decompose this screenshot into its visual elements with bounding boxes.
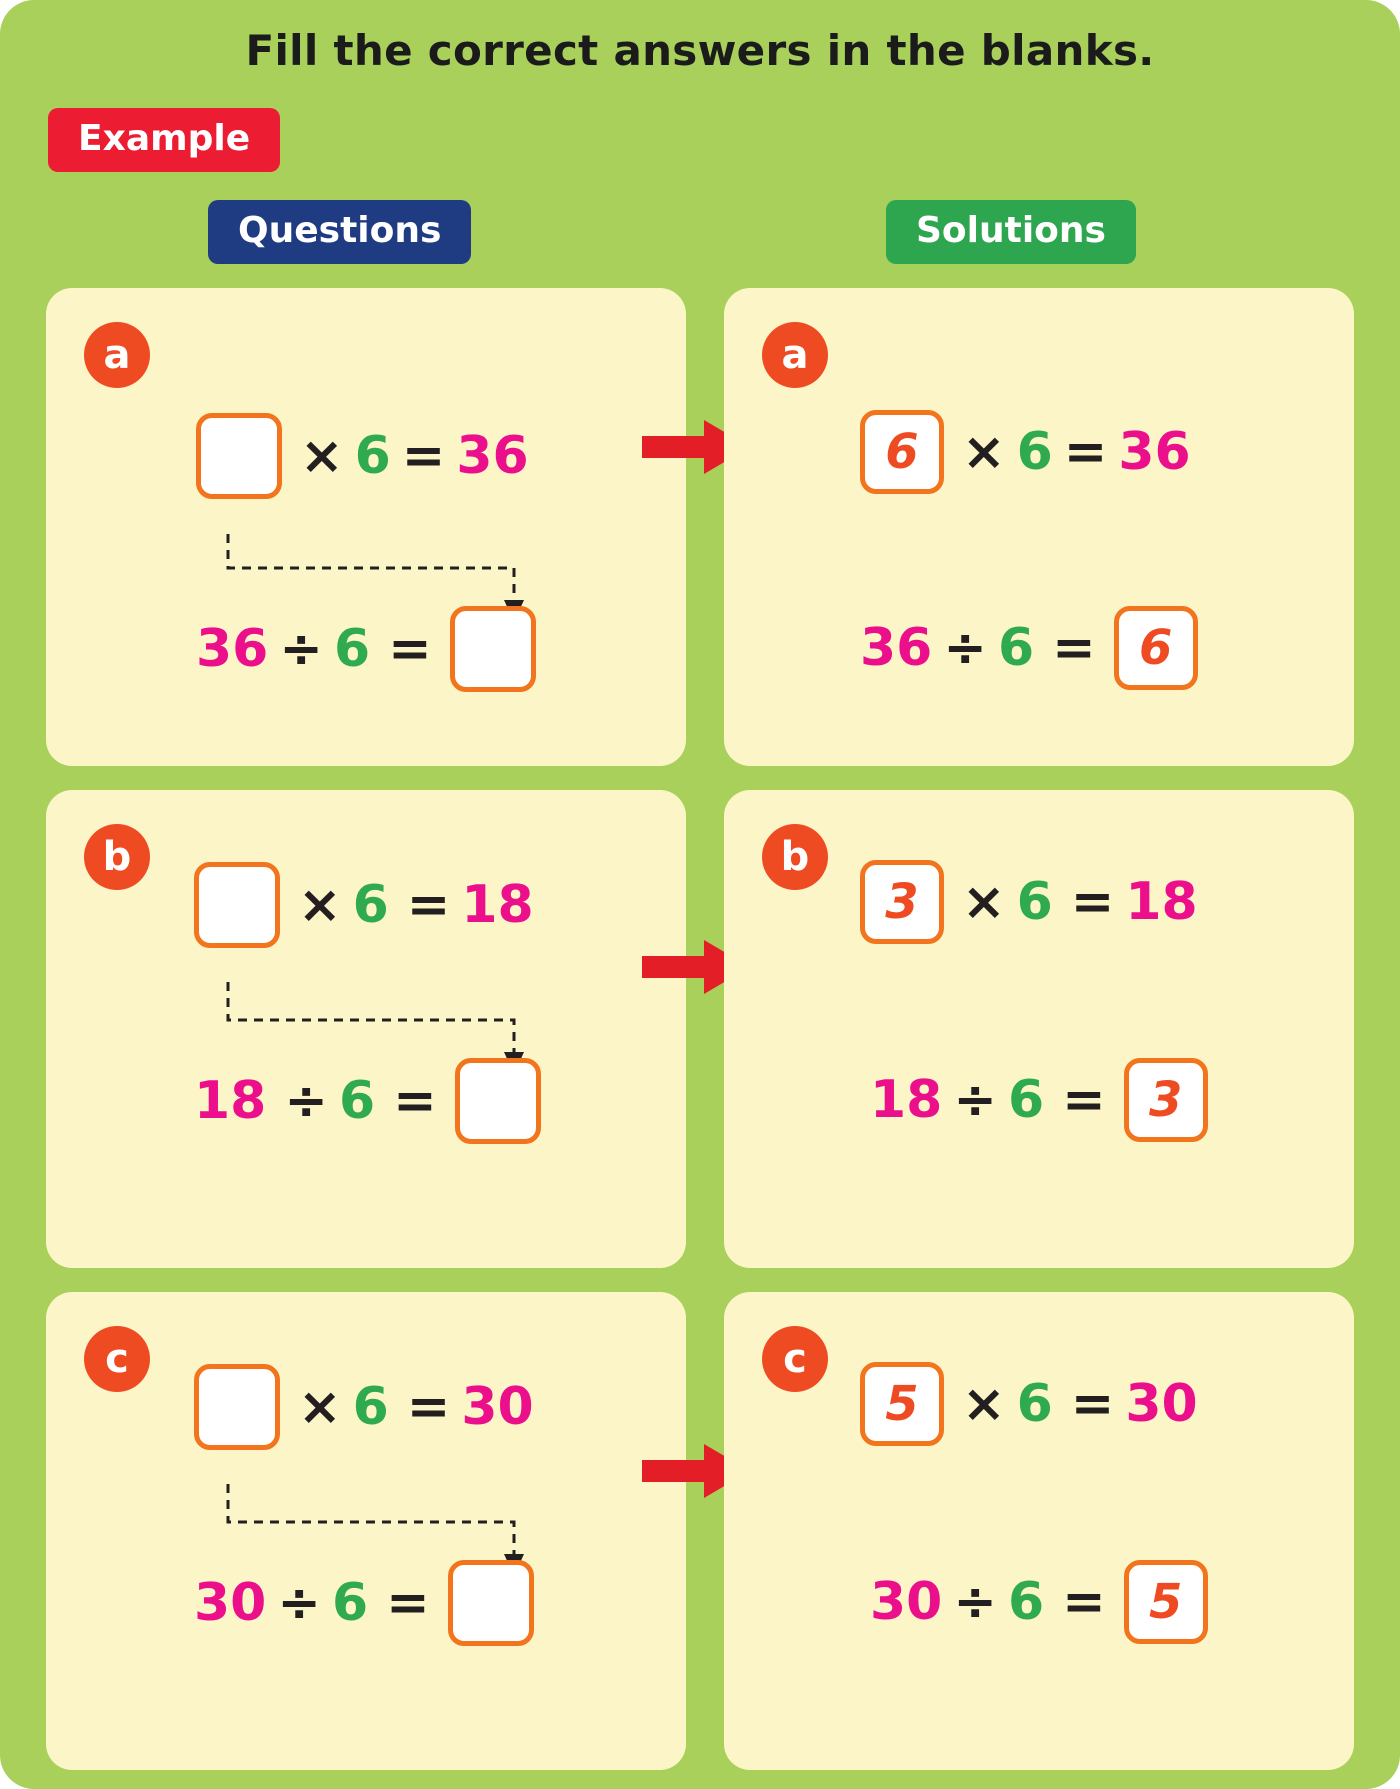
dividend: 36 (860, 618, 933, 678)
answer-box: 6 (1114, 606, 1198, 690)
questions-header: Questions (208, 200, 471, 264)
times-sign: × (300, 426, 344, 486)
product: 18 (1125, 872, 1198, 932)
question-letter-badge: b (84, 824, 150, 890)
question-card-c (46, 1292, 686, 1770)
answer-box: 5 (1124, 1560, 1208, 1644)
equals-sign: = (388, 619, 432, 679)
answer-box: 3 (1124, 1058, 1208, 1142)
times-sign: × (962, 1374, 1006, 1434)
question-multiplication-a (196, 413, 529, 499)
product: 30 (1125, 1374, 1198, 1434)
times-sign: × (962, 872, 1006, 932)
factor: 6 (1016, 1374, 1053, 1434)
question-multiplication-b (194, 862, 534, 948)
divide-sign: ÷ (279, 619, 323, 679)
answer-blank-box[interactable] (450, 606, 536, 692)
product: 30 (461, 1377, 534, 1437)
solution-letter-badge: b (762, 824, 828, 890)
answer-blank-box[interactable] (455, 1058, 541, 1144)
times-sign: × (962, 422, 1006, 482)
dividend: 18 (870, 1070, 943, 1130)
question-division-b (194, 1058, 541, 1144)
solution-card-a (724, 288, 1354, 766)
answer-box: 3 (860, 860, 944, 944)
equals-sign: = (1063, 422, 1108, 482)
problem-row (0, 288, 1400, 766)
answer-blank-box[interactable] (196, 413, 282, 499)
solution-letter-badge: a (762, 322, 828, 388)
equals-sign: = (1070, 872, 1115, 932)
factor: 6 (352, 1377, 389, 1437)
question-card-b (46, 790, 686, 1268)
dividend: 30 (870, 1572, 943, 1632)
divide-sign: ÷ (953, 1070, 997, 1130)
solution-division-a (860, 606, 1198, 690)
divide-sign: ÷ (284, 1071, 328, 1131)
question-multiplication-c (194, 1364, 534, 1450)
answer-box: 5 (860, 1362, 944, 1446)
equals-sign: = (386, 1573, 430, 1633)
problem-grid (0, 288, 1400, 1789)
answer-blank-box[interactable] (194, 1364, 280, 1450)
times-sign: × (298, 875, 342, 935)
answer-blank-box[interactable] (448, 1560, 534, 1646)
solution-multiplication-b (860, 860, 1198, 944)
problem-row (0, 1292, 1400, 1770)
product: 36 (1118, 422, 1191, 482)
equals-sign: = (406, 875, 451, 935)
equals-sign: = (406, 1377, 451, 1437)
solution-letter-badge: c (762, 1326, 828, 1392)
question-card-a (46, 288, 686, 766)
solution-division-c (870, 1560, 1208, 1644)
solution-card-b (724, 790, 1354, 1268)
question-division-c (194, 1560, 534, 1646)
answer-box: 6 (860, 410, 944, 494)
divide-sign: ÷ (943, 618, 987, 678)
solution-card-c (724, 1292, 1354, 1770)
divisor: 6 (331, 1573, 369, 1633)
solutions-header: Solutions (886, 200, 1136, 264)
page-title: Fill the correct answers in the blanks. (245, 26, 1155, 75)
dividend: 36 (196, 619, 269, 679)
equals-sign: = (1052, 618, 1096, 678)
answer-blank-box[interactable] (194, 862, 280, 948)
factor: 6 (352, 875, 389, 935)
equals-sign: = (401, 426, 446, 486)
divisor: 6 (1007, 1070, 1045, 1130)
problem-row (0, 790, 1400, 1268)
question-letter-badge: a (84, 322, 150, 388)
equals-sign: = (1070, 1374, 1115, 1434)
example-badge: Example (48, 108, 280, 172)
product: 36 (456, 426, 529, 486)
solution-multiplication-a (860, 410, 1191, 494)
divisor: 6 (333, 619, 371, 679)
equals-sign: = (393, 1071, 437, 1131)
question-letter-badge: c (84, 1326, 150, 1392)
divisor: 6 (997, 618, 1035, 678)
factor: 6 (354, 426, 391, 486)
divisor: 6 (1007, 1572, 1045, 1632)
dividend: 30 (194, 1573, 267, 1633)
dividend: 18 (194, 1071, 267, 1131)
times-sign: × (298, 1377, 342, 1437)
divide-sign: ÷ (953, 1572, 997, 1632)
solution-division-b (870, 1058, 1208, 1142)
equals-sign: = (1062, 1070, 1106, 1130)
equals-sign: = (1062, 1572, 1106, 1632)
factor: 6 (1016, 872, 1053, 932)
solution-multiplication-c (860, 1362, 1198, 1446)
question-division-a (196, 606, 536, 692)
factor: 6 (1016, 422, 1053, 482)
product: 18 (461, 875, 534, 935)
divisor: 6 (338, 1071, 376, 1131)
divide-sign: ÷ (277, 1573, 321, 1633)
